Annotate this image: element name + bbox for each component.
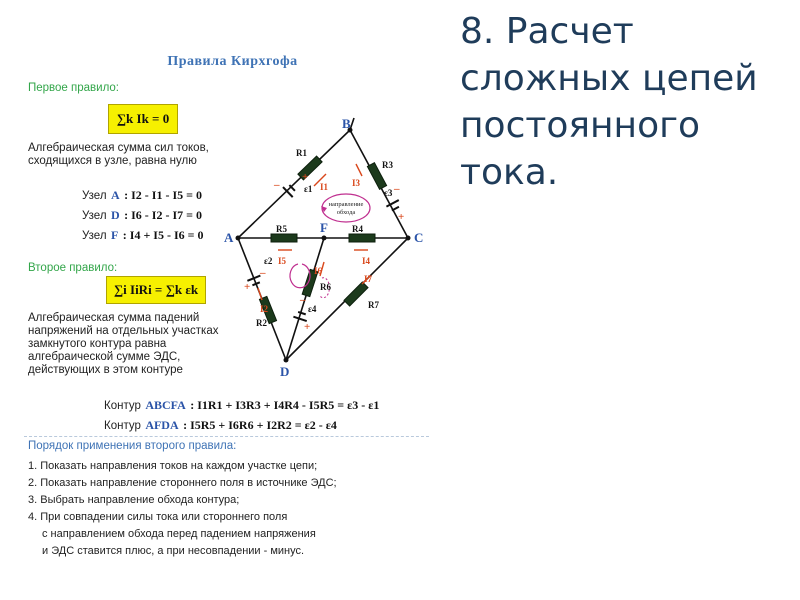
loop-label-line: направление bbox=[328, 201, 364, 208]
second-rule-desc-line: алгебраической сумме ЭДС, bbox=[28, 351, 181, 363]
first-rule-formula: ∑k Ik = 0 bbox=[108, 104, 178, 134]
first-rule-desc-line: Алгебраическая сумма сил токов, bbox=[28, 142, 209, 154]
current-label-i4: I4 bbox=[362, 256, 371, 266]
emf-label-e2: ε2 bbox=[264, 256, 273, 266]
node-dot-d bbox=[284, 358, 289, 363]
slide-title-line: постоянного bbox=[460, 105, 701, 146]
node-name: D bbox=[110, 208, 120, 222]
current-label-i3: I3 bbox=[352, 178, 361, 188]
current-label-i7: I7 bbox=[364, 274, 373, 284]
resistor-label-r7: R7 bbox=[368, 300, 379, 310]
contour-equation-abcfa bbox=[104, 396, 379, 414]
procedure-step: 1. Показать направления токов на каждом участке цепи; bbox=[28, 460, 318, 472]
node-label: Узел bbox=[82, 210, 107, 222]
resistor-label-r3: R3 bbox=[382, 160, 393, 170]
slide-title bbox=[460, 8, 795, 196]
contour-label: Контур bbox=[104, 420, 141, 432]
node-dot-a bbox=[236, 236, 241, 241]
polarity-plus: + bbox=[304, 321, 311, 333]
second-rule-desc-line: действующих в этом контуре bbox=[28, 364, 183, 376]
second-rule-label: Второе правило: bbox=[28, 262, 118, 274]
contour-name: AFDA bbox=[145, 418, 179, 432]
node-label: Узел bbox=[82, 230, 107, 242]
node-dot-c bbox=[406, 236, 411, 241]
node-label-d: D bbox=[280, 364, 290, 378]
node-dot-f bbox=[322, 236, 327, 241]
kirchhoff-card bbox=[22, 40, 434, 585]
node-name: F bbox=[110, 228, 119, 242]
slide-title-line: тока. bbox=[460, 152, 559, 193]
resistor-label-r1: R1 bbox=[296, 148, 307, 158]
node-name: A bbox=[110, 188, 120, 202]
polarity-minus: – bbox=[274, 179, 280, 191]
procedure-heading: Порядок применения второго правила: bbox=[28, 440, 237, 452]
second-rule-formula: ∑i IiRi = ∑k εk bbox=[106, 276, 206, 304]
polarity-plus: + bbox=[398, 211, 405, 223]
loop-label-line: обхода bbox=[336, 209, 356, 216]
slide-title-line: сложных цепей bbox=[460, 58, 758, 99]
slide-title-line: 8. Расчет bbox=[460, 11, 634, 52]
emf-label-e1: ε1 bbox=[304, 184, 313, 194]
node-label-f: F bbox=[320, 220, 328, 235]
second-rule-desc-line: замкнутого контура равна bbox=[28, 338, 167, 350]
polarity-minus: – bbox=[394, 183, 400, 195]
first-rule-label: Первое правило: bbox=[28, 82, 120, 94]
resistor-r7 bbox=[344, 282, 368, 306]
contour-label: Контур bbox=[104, 400, 141, 412]
resistor-label-r5: R5 bbox=[276, 224, 287, 234]
polarity-minus: – bbox=[260, 267, 266, 279]
node-label-a: A bbox=[224, 230, 234, 245]
procedure-step: 3. Выбрать направление обхода контура; bbox=[28, 494, 240, 506]
procedure-step: и ЭДС ставится плюс, а при несовпадении - минус. bbox=[42, 545, 305, 557]
node-expr: : I6 - I2 - I7 = 0 bbox=[124, 208, 202, 222]
node-expr: : I4 + I5 - I6 = 0 bbox=[122, 228, 204, 242]
node-expr: : I2 - I1 - I5 = 0 bbox=[124, 188, 202, 202]
resistor-r4 bbox=[349, 234, 375, 242]
procedure-step: 4. При совпадении силы тока или стороннего поля bbox=[28, 511, 288, 523]
resistor-label-r2: R2 bbox=[256, 318, 267, 328]
emf-label-e3: ε3 bbox=[384, 188, 393, 198]
node-equation-d bbox=[82, 206, 202, 224]
emf-source-e1 bbox=[283, 183, 297, 197]
current-label-i5: I5 bbox=[278, 256, 287, 266]
node-label-b: B bbox=[342, 116, 351, 131]
contour-expr: : I5R5 + I6R6 + I2R2 = ε2 - ε4 bbox=[183, 418, 337, 432]
contour-name: ABCFA bbox=[145, 398, 186, 412]
procedure-step: 2. Показать направление стороннего поля в источнике ЭДС; bbox=[28, 477, 337, 489]
node-label-c: C bbox=[414, 230, 424, 245]
current-arrow bbox=[258, 288, 262, 300]
node-equation-a bbox=[82, 186, 202, 204]
emf-label-e4: ε4 bbox=[308, 304, 317, 314]
polarity-minus: – bbox=[300, 294, 306, 306]
current-label-i1: I1 bbox=[320, 182, 329, 192]
divider bbox=[24, 436, 429, 437]
card-heading: Правила Кирхгофа bbox=[167, 54, 298, 69]
emf-source-e4 bbox=[293, 311, 308, 321]
current-label-i6: I6 bbox=[314, 266, 323, 276]
contour-equation-afda bbox=[104, 416, 337, 434]
polarity-plus: + bbox=[302, 171, 309, 183]
resistor-r5 bbox=[271, 234, 297, 242]
procedure-step: с направлением обхода перед падением напряжения bbox=[42, 528, 316, 540]
circuit-diagram bbox=[222, 78, 434, 378]
loop-arrow-afda bbox=[290, 264, 310, 288]
current-label-i2: I2 bbox=[260, 304, 269, 314]
first-rule-desc-line: сходящихся в узле, равна нулю bbox=[28, 155, 197, 167]
node-equation-f bbox=[82, 226, 203, 244]
node-label: Узел bbox=[82, 190, 107, 202]
resistor-label-r6: R6 bbox=[320, 282, 331, 292]
second-rule-desc-line: напряжений на отдельных участках bbox=[28, 325, 219, 337]
resistor-label-r4: R4 bbox=[352, 224, 363, 234]
contour-expr: : I1R1 + I3R3 + I4R4 - I5R5 = ε3 - ε1 bbox=[190, 398, 380, 412]
polarity-plus: + bbox=[244, 281, 251, 293]
second-rule-desc-line: Алгебраическая сумма падений bbox=[28, 312, 200, 324]
current-arrow bbox=[356, 164, 362, 176]
